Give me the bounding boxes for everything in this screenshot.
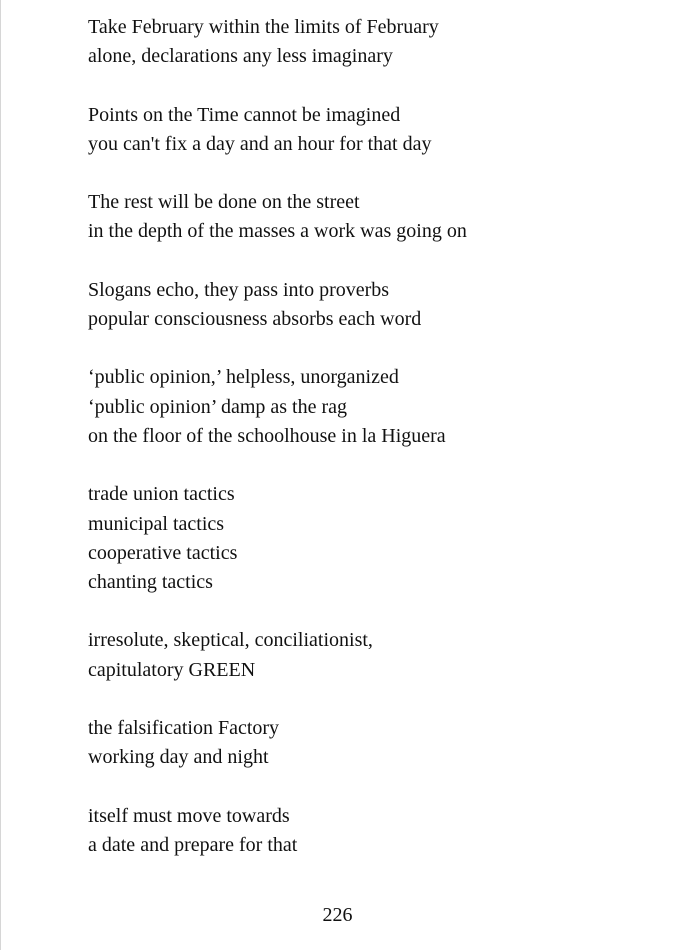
page-edge-rule [0, 0, 1, 950]
stanza [88, 626, 648, 685]
stanza [88, 802, 648, 861]
poem-line: capitulatory GREEN [88, 658, 256, 681]
poem-line: ‘public opinion,’ helpless, unorganized [88, 366, 399, 389]
poem-line: popular consciousness absorbs each word [88, 308, 422, 331]
poem-line: itself must move towards [88, 804, 290, 827]
poem-line: The rest will be done on the street [88, 191, 360, 214]
poem-line: in the depth of the masses a work was going on [88, 220, 467, 243]
poem-line: cooperative tactics [88, 541, 238, 564]
stanza [88, 13, 648, 72]
stanza [88, 363, 648, 451]
poem-line: working day and night [88, 746, 269, 769]
poem-line: municipal tactics [88, 512, 225, 535]
poem-line: the falsification Factory [88, 717, 280, 740]
poem-line: Take February within the limits of February [88, 16, 439, 38]
poem-line: you can't fix a day and an hour for that day [88, 132, 432, 155]
poem-line: Slogans echo, they pass into proverbs [88, 278, 390, 301]
stanza [88, 276, 648, 335]
poem-line: ‘public opinion’ damp as the rag [88, 395, 348, 418]
poem-line: irresolute, skeptical, conciliationist, [88, 629, 373, 652]
poem-line: alone, declarations any less imaginary [88, 45, 393, 68]
stanza [88, 101, 648, 160]
stanza [88, 188, 648, 247]
stanza [88, 714, 648, 773]
poem-line: chanting tactics [88, 571, 213, 594]
stanza [88, 480, 648, 597]
poem-line: on the floor of the schoolhouse in la Higuera [88, 424, 446, 447]
poem-line: trade union tactics [88, 483, 235, 506]
poem-line: a date and prepare for that [88, 833, 298, 856]
poem-line: Points on the Time cannot be imagined [88, 103, 401, 126]
page-number: 226 [322, 904, 353, 926]
poem-body [88, 13, 648, 889]
